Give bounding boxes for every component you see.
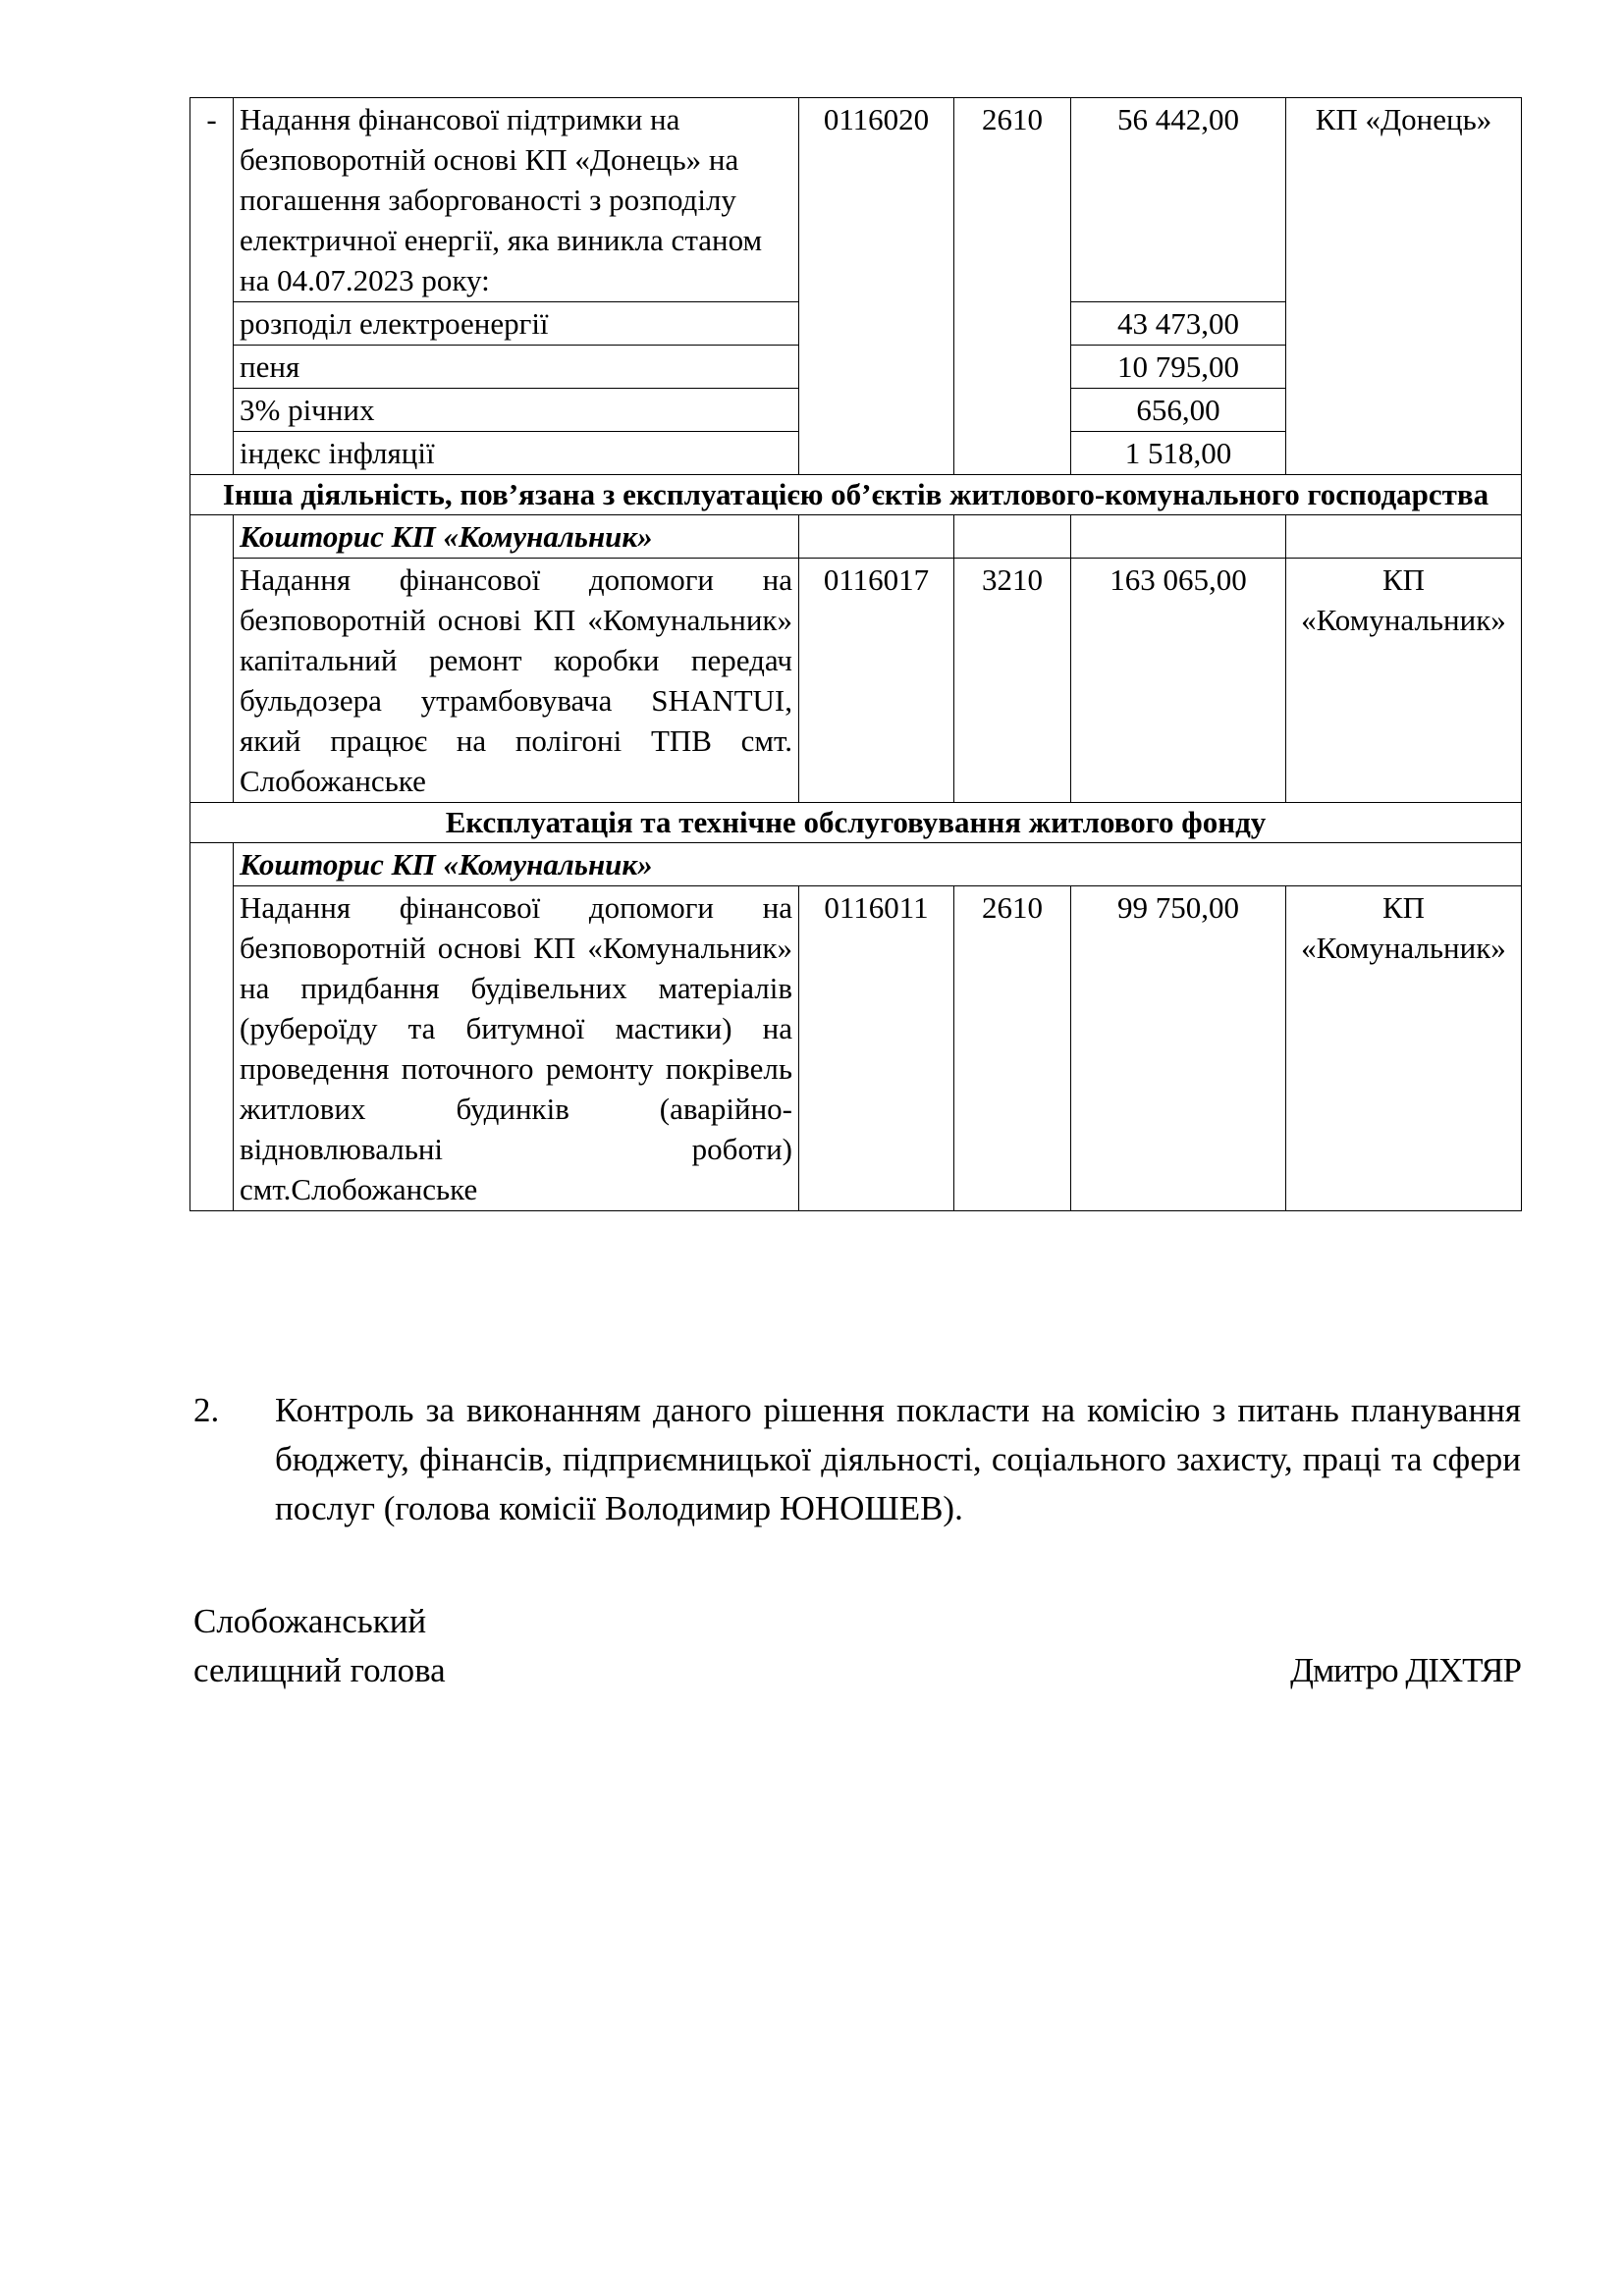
estimate-heading: Кошторис КП «Комунальник»	[234, 843, 1522, 886]
empty-cell	[190, 886, 234, 1211]
amount: 163 065,00	[1071, 559, 1286, 803]
program-code: 0116020	[799, 98, 954, 475]
sub-item-amount: 656,00	[1071, 389, 1286, 432]
position-line: Слобожанський	[193, 1602, 427, 1640]
recipient: КП «Донець»	[1286, 98, 1522, 475]
sub-item-amount: 43 473,00	[1071, 302, 1286, 346]
budget-table	[189, 97, 1522, 1211]
economic-code: 2610	[954, 886, 1071, 1211]
estimate-row	[190, 515, 1522, 559]
program-code: 0116017	[799, 559, 954, 803]
sub-item-amount: 1 518,00	[1071, 432, 1286, 475]
sub-item-amount: 10 795,00	[1071, 346, 1286, 389]
empty-cell	[190, 559, 234, 803]
empty-cell	[190, 515, 234, 559]
empty-cell	[190, 843, 234, 886]
recipient: КП «Комунальник»	[1286, 559, 1522, 803]
empty-cell	[799, 515, 954, 559]
signature-position	[193, 1597, 446, 1695]
row-description: Надання фінансової підтримки на безповоротній основі КП «Донець» на погашення заборгованості з розподілу електричної енергії, яка виникла станом на 04.07.2023 року:	[234, 98, 799, 302]
empty-cell	[954, 515, 1071, 559]
control-paragraph	[193, 1386, 1521, 1533]
program-code: 0116011	[799, 886, 954, 1211]
paragraph-text: Контроль за виконанням даного рішення покласти на комісію з питань планування бюджету, фінансів, підприємницької діяльності, соціального захисту, праці та сфери послуг (голова комісії Володимир ЮНОШЕВ).	[275, 1391, 1521, 1527]
estimate-row	[190, 843, 1522, 886]
section-row	[190, 803, 1522, 843]
amount: 56 442,00	[1071, 98, 1286, 302]
sub-item-name: індекс інфляції	[234, 432, 799, 475]
table-row	[190, 559, 1522, 803]
economic-code: 2610	[954, 98, 1071, 475]
table-row	[190, 98, 1522, 302]
section-heading: Інша діяльність, пов’язана з експлуатацією об’єктів житлового-комунального господарства	[190, 475, 1522, 515]
economic-code: 3210	[954, 559, 1071, 803]
estimate-heading: Кошторис КП «Комунальник»	[234, 515, 799, 559]
empty-cell	[1286, 515, 1522, 559]
paragraph-number: 2.	[193, 1391, 220, 1429]
table-row	[190, 886, 1522, 1211]
recipient: КП «Комунальник»	[1286, 886, 1522, 1211]
row-description: Надання фінансової допомоги на безповоротній основі КП «Комунальник» капітальний ремонт коробки передач бульдозера утрамбовувача SHANTUI, який працює на полігоні ТПВ смт. Слобожанське	[234, 559, 799, 803]
sub-item-name: 3% річних	[234, 389, 799, 432]
position-line: селищний голова	[193, 1651, 446, 1689]
empty-cell	[1071, 515, 1286, 559]
signatory-name: Дмитро ДІХТЯР	[1290, 1651, 1521, 1689]
section-heading: Експлуатація та технічне обслуговування житлового фонду	[190, 803, 1522, 843]
sub-item-name: пеня	[234, 346, 799, 389]
row-description: Надання фінансової допомоги на безповоротній основі КП «Комунальник» на придбання будівельних матеріалів (рубероїду та битумної мастики) на проведення поточного ремонту покрівель житлових будинків (аварійно-відновлювальні роботи) смт.Слобожанське	[234, 886, 799, 1211]
sub-item-name: розподіл електроенергії	[234, 302, 799, 346]
row-number: -	[190, 98, 234, 475]
amount: 99 750,00	[1071, 886, 1286, 1211]
section-row	[190, 475, 1522, 515]
